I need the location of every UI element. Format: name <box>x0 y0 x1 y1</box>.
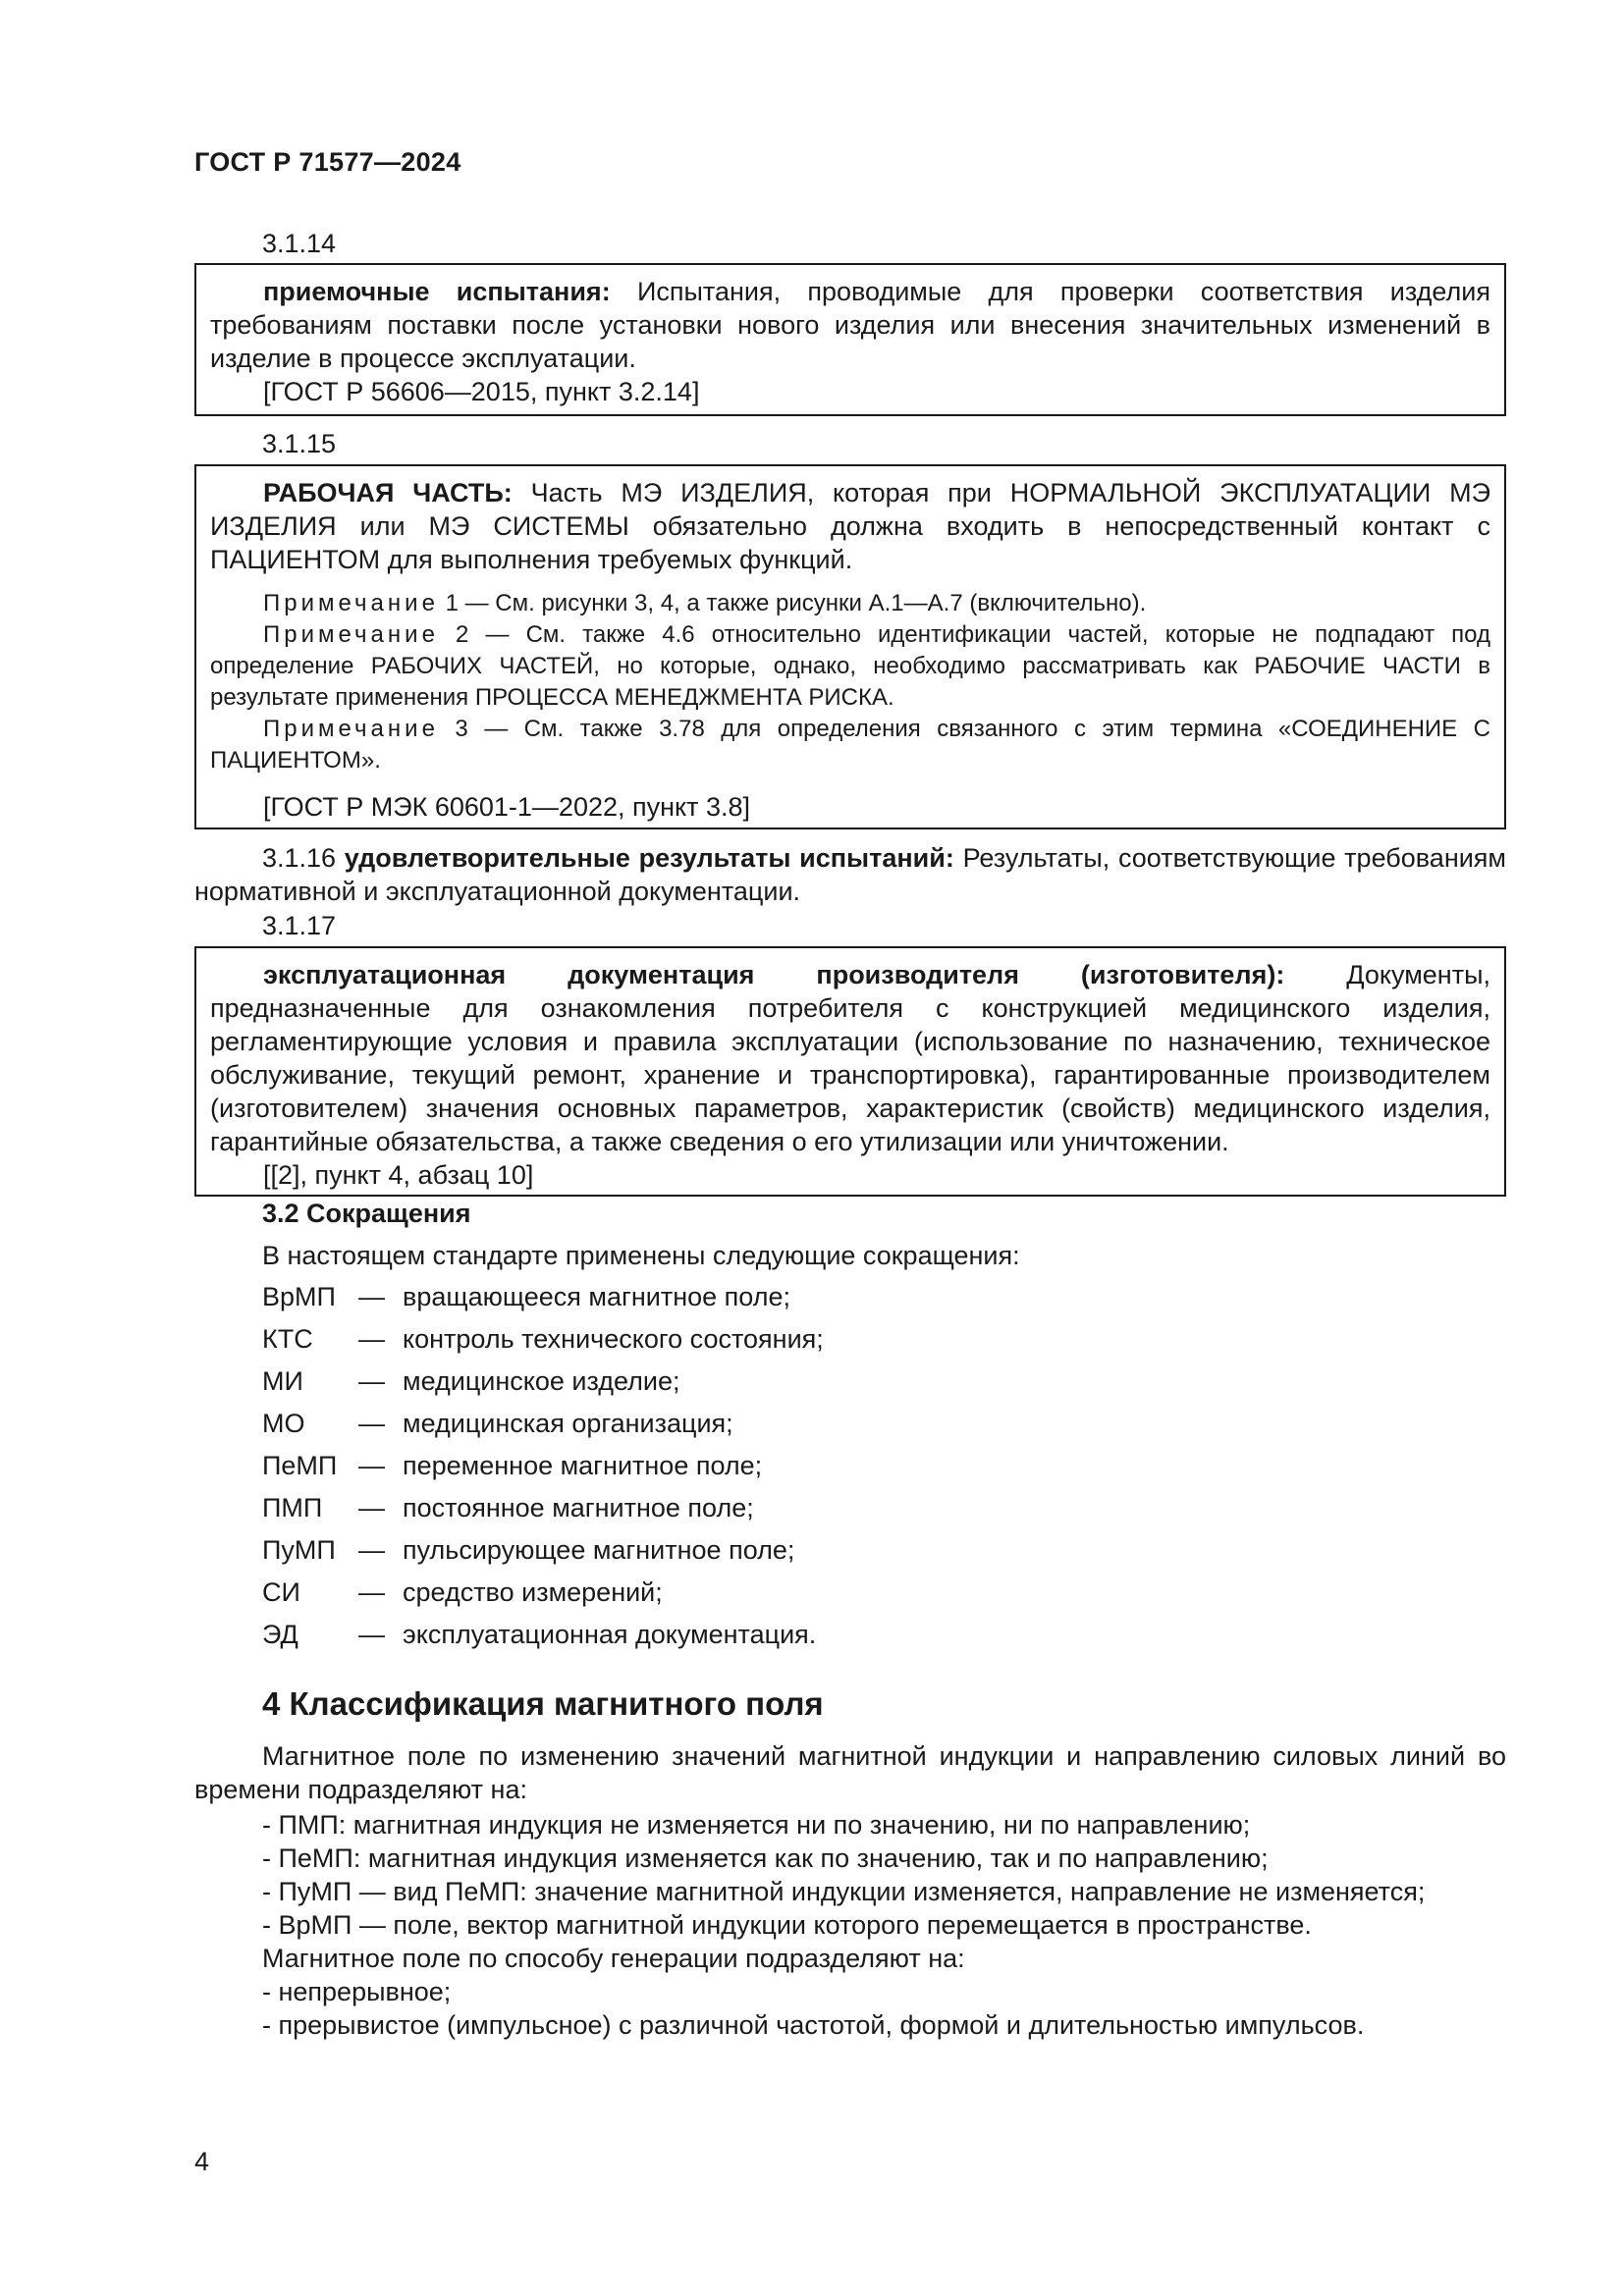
term-source: [[2], пункт 4, абзац 10] <box>263 1160 534 1190</box>
term-source: [ГОСТ Р МЭК 60601-1—2022, пункт 3.8] <box>263 792 751 822</box>
abbreviation-code: СИ <box>262 1577 300 1607</box>
abbreviation-dash: — <box>358 1451 385 1480</box>
term-name: РАБОЧАЯ ЧАСТЬ: <box>263 478 513 507</box>
list-item: - непрерывное; <box>262 1977 452 2006</box>
list-item: - ПМП: магнитная индукция не изменяется ни по значению, ни по направлению; <box>262 1810 1251 1840</box>
abbreviation-text: вращающееся магнитное поле; <box>403 1282 790 1311</box>
term-text: Часть МЭ ИЗДЕЛИЯ, которая при НОРМАЛЬНОЙ ЭКСПЛУАТАЦИИ МЭ ИЗДЕЛИЯ или МЭ СИСТЕМЫ обязательно должна входить в непосредственный контакт с ПАЦИЕНТОМ для выполнения требуемых функций. <box>210 478 1490 574</box>
list-item: - ПеМП: магнитная индукция изменяется как по значению, так и по направлению; <box>262 1843 1269 1873</box>
abbreviation-item <box>262 1407 1342 1449</box>
abbreviation-dash: — <box>358 1620 385 1649</box>
abbreviation-code: МИ <box>262 1366 303 1396</box>
section-title: 4 Классификация магнитного поля <box>262 1685 824 1722</box>
abbreviations-list <box>262 1280 1342 1660</box>
list-item: - ПуМП — вид ПеМП: значение магнитной индукции изменяется, направление не изменяется; <box>262 1877 1426 1906</box>
abbreviation-item <box>262 1322 1342 1364</box>
abbreviation-code: ВрМП <box>262 1282 336 1311</box>
classification-list <box>194 1808 1506 2042</box>
term-definition <box>210 275 1490 375</box>
term-number: 3.1.15 <box>262 429 337 458</box>
note-2: Примечание 2 — См. также 4.6 относительно идентификации частей, которые не подпадают под определение РАБОЧИХ ЧАСТЕЙ, но которые, однако, необходимо рассматривать как РАБОЧИЕ ЧАСТИ в результате применения ПРОЦЕССА МЕНЕДЖМЕНТА РИСКА. <box>210 621 1491 711</box>
abbreviation-item <box>262 1618 1342 1660</box>
term-name: эксплуатационная документация производителя (изготовителя): <box>263 960 1285 989</box>
abbreviation-code: ПеМП <box>262 1451 338 1480</box>
abbreviation-item <box>262 1449 1342 1491</box>
abbreviation-text: эксплуатационная документация. <box>403 1620 817 1649</box>
page-header: ГОСТ Р 71577—2024 <box>194 147 461 177</box>
abbreviation-item <box>262 1491 1342 1533</box>
abbreviation-item <box>262 1280 1342 1322</box>
section-paragraph: Магнитное поле по изменению значений магнитной индукции и направлению силовых линий во времени подразделяют на: <box>194 1741 1506 1804</box>
abbreviation-dash: — <box>358 1493 385 1522</box>
term-definition <box>210 958 1490 1158</box>
abbreviation-code: ЭД <box>262 1620 298 1649</box>
abbreviation-text: медицинское изделие; <box>403 1366 680 1396</box>
list-item: - ВрМП — поле, вектор магнитной индукции которого перемещается в пространстве. <box>262 1910 1312 1940</box>
term-box-3-1-17 <box>194 946 1506 1197</box>
note-label: Примечание <box>263 621 439 648</box>
section-paragraph: Магнитное поле по способу генерации подразделяют на: <box>262 1944 965 1973</box>
page-number: 4 <box>194 2147 210 2176</box>
abbreviation-code: ПуМП <box>262 1535 336 1565</box>
list-item: - прерывистое (импульсное) с различной частотой, формой и длительностью импульсов. <box>262 2010 1365 2040</box>
note-3: Примечание 3 — См. также 3.78 для определения связанного с этим термина «СОЕДИНЕНИЕ С ПАЦИЕНТОМ». <box>210 716 1490 774</box>
abbreviation-dash: — <box>358 1577 385 1607</box>
term-source: [ГОСТ Р 56606—2015, пункт 3.2.14] <box>263 377 700 406</box>
term-3-1-16 <box>194 841 1506 908</box>
term-number: 3.1.14 <box>262 229 337 258</box>
abbreviation-code: ПМП <box>262 1493 323 1522</box>
term-text: Испытания, проводимые для проверки соответствия изделия требованиям поставки после установки нового изделия или внесения значительных изменений в изделие в процессе эксплуатации. <box>210 277 1490 373</box>
note-1: Примечание 1 — См. рисунки 3, 4, а также рисунки А.1—А.7 (включительно). <box>263 590 1147 616</box>
term-box-3-1-14 <box>194 263 1506 416</box>
term-name: приемочные испытания: <box>263 277 611 306</box>
abbreviation-text: постоянное магнитное поле; <box>403 1493 754 1522</box>
abbreviation-dash: — <box>358 1282 385 1311</box>
abbreviation-code: МО <box>262 1409 305 1438</box>
term-definition <box>210 476 1490 576</box>
term-number: 3.1.16 <box>262 843 337 873</box>
note-label: Примечание <box>263 716 439 742</box>
abbreviation-text: переменное магнитное поле; <box>403 1451 763 1480</box>
abbreviation-dash: — <box>358 1535 385 1565</box>
abbreviation-dash: — <box>358 1409 385 1438</box>
note-label: Примечание <box>263 590 439 616</box>
term-number: 3.1.17 <box>262 911 337 940</box>
term-name: удовлетворительные результаты испытаний: <box>344 843 954 873</box>
abbreviation-dash: — <box>358 1324 385 1354</box>
abbreviation-text: контроль технического состояния; <box>403 1324 824 1354</box>
term-text: Результаты, соответствующие требованиям нормативной и эксплуатационной документации. <box>194 843 1506 906</box>
term-text: Документы, предназначенные для ознакомления потребителя с конструкцией медицинского изделия, регламентирующие условия и правила эксплуатации (использование по назначению, техническое обслуживание, текущий ремонт, хранение и транспортировка), гарантированные производителем (изготовителем) значения основных параметров, характеристик (свойств) медицинского изделия, гарантийные обязательства, а также сведения о его утилизации или уничтожении. <box>210 960 1490 1156</box>
abbreviation-code: КТС <box>262 1324 313 1354</box>
abbreviation-item <box>262 1364 1342 1407</box>
abbreviation-text: средство измерений; <box>403 1577 663 1607</box>
abbreviation-dash: — <box>358 1366 385 1396</box>
term-box-3-1-15 <box>194 464 1506 829</box>
abbreviation-text: медицинская организация; <box>403 1409 733 1438</box>
abbreviation-item <box>262 1575 1342 1618</box>
abbreviations-intro: В настоящем стандарте применены следующие сокращения: <box>262 1241 1020 1270</box>
abbreviation-item <box>262 1533 1342 1575</box>
abbreviations-heading: 3.2 Сокращения <box>262 1199 471 1228</box>
abbreviation-text: пульсирующее магнитное поле; <box>403 1535 795 1565</box>
